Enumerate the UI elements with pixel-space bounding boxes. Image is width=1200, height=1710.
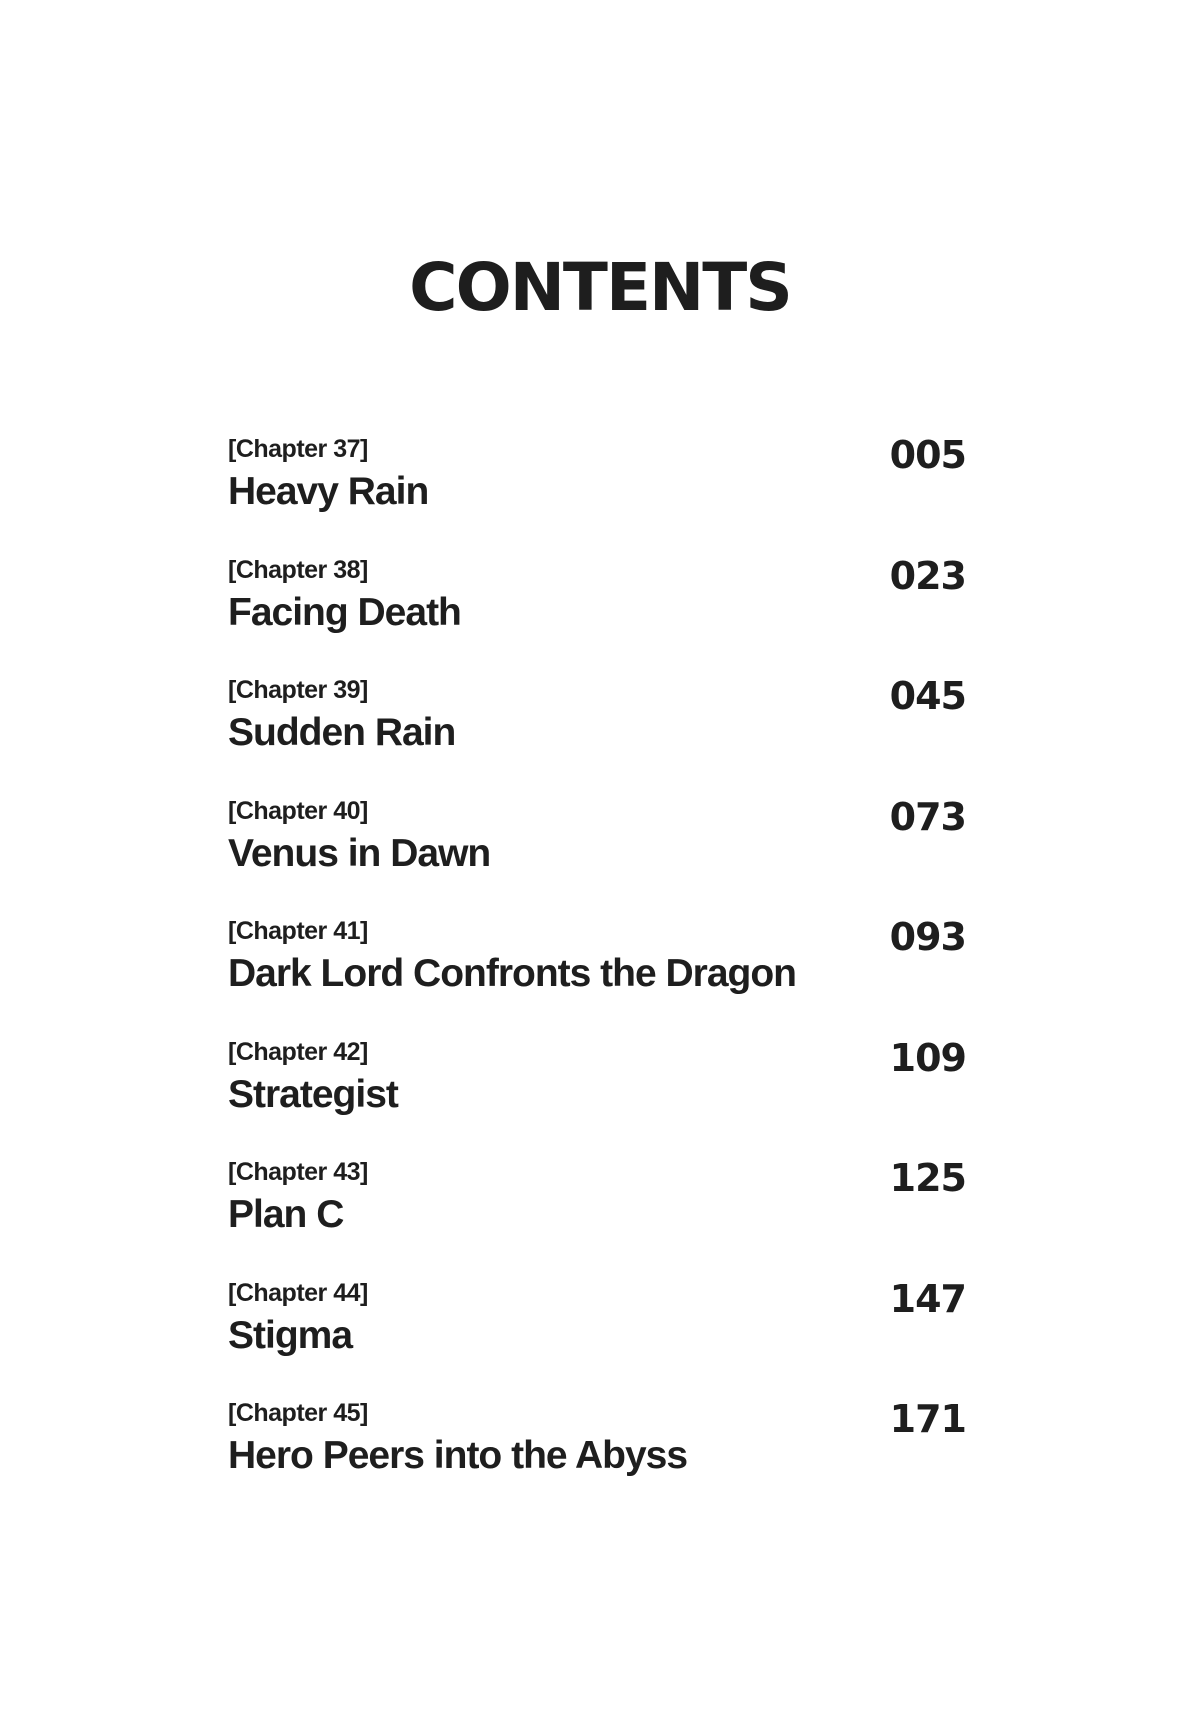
page-title: CONTENTS xyxy=(409,249,791,326)
toc-entry-chapter-37[interactable] xyxy=(228,430,966,551)
page-number: 023 xyxy=(889,553,966,598)
chapter-title: Venus in Dawn xyxy=(228,831,491,875)
chapter-label: [Chapter 45] xyxy=(228,1399,368,1427)
page-number: 093 xyxy=(889,915,966,959)
toc-entry-chapter-41[interactable] xyxy=(228,912,966,1033)
page-number: 005 xyxy=(889,433,966,477)
chapter-title: Strategist xyxy=(228,1072,398,1116)
page-number: 109 xyxy=(889,1035,966,1080)
chapter-title: Heavy Rain xyxy=(228,470,429,513)
page-number: 171 xyxy=(889,1397,966,1441)
chapter-title: Sudden Rain xyxy=(228,711,456,754)
toc-entry-chapter-45[interactable] xyxy=(228,1394,966,1515)
chapter-label: [Chapter 37] xyxy=(228,435,368,463)
page-number: 073 xyxy=(889,794,966,839)
page-number: 125 xyxy=(889,1156,966,1200)
chapter-label: [Chapter 41] xyxy=(228,917,368,945)
table-of-contents xyxy=(228,430,966,1515)
chapter-title: Plan C xyxy=(228,1193,344,1236)
page-number: 147 xyxy=(889,1276,966,1321)
chapter-title: Facing Death xyxy=(228,590,461,634)
toc-entry-chapter-40[interactable] xyxy=(228,792,966,913)
chapter-label: [Chapter 44] xyxy=(228,1278,368,1307)
chapter-label: [Chapter 40] xyxy=(228,796,368,825)
chapter-label: [Chapter 39] xyxy=(228,676,368,704)
chapter-title: Dark Lord Confronts the Dragon xyxy=(228,952,797,995)
toc-entry-chapter-43[interactable] xyxy=(228,1153,966,1274)
chapter-title: Hero Peers into the Abyss xyxy=(228,1434,688,1477)
page-number: 045 xyxy=(889,674,966,718)
toc-entry-chapter-42[interactable] xyxy=(228,1033,966,1154)
chapter-label: [Chapter 38] xyxy=(228,555,368,584)
chapter-label: [Chapter 42] xyxy=(228,1037,368,1066)
toc-entry-chapter-38[interactable] xyxy=(228,551,966,672)
toc-entry-chapter-44[interactable] xyxy=(228,1274,966,1395)
toc-entry-chapter-39[interactable] xyxy=(228,671,966,792)
chapter-label: [Chapter 43] xyxy=(228,1158,368,1186)
chapter-title: Stigma xyxy=(228,1313,353,1357)
